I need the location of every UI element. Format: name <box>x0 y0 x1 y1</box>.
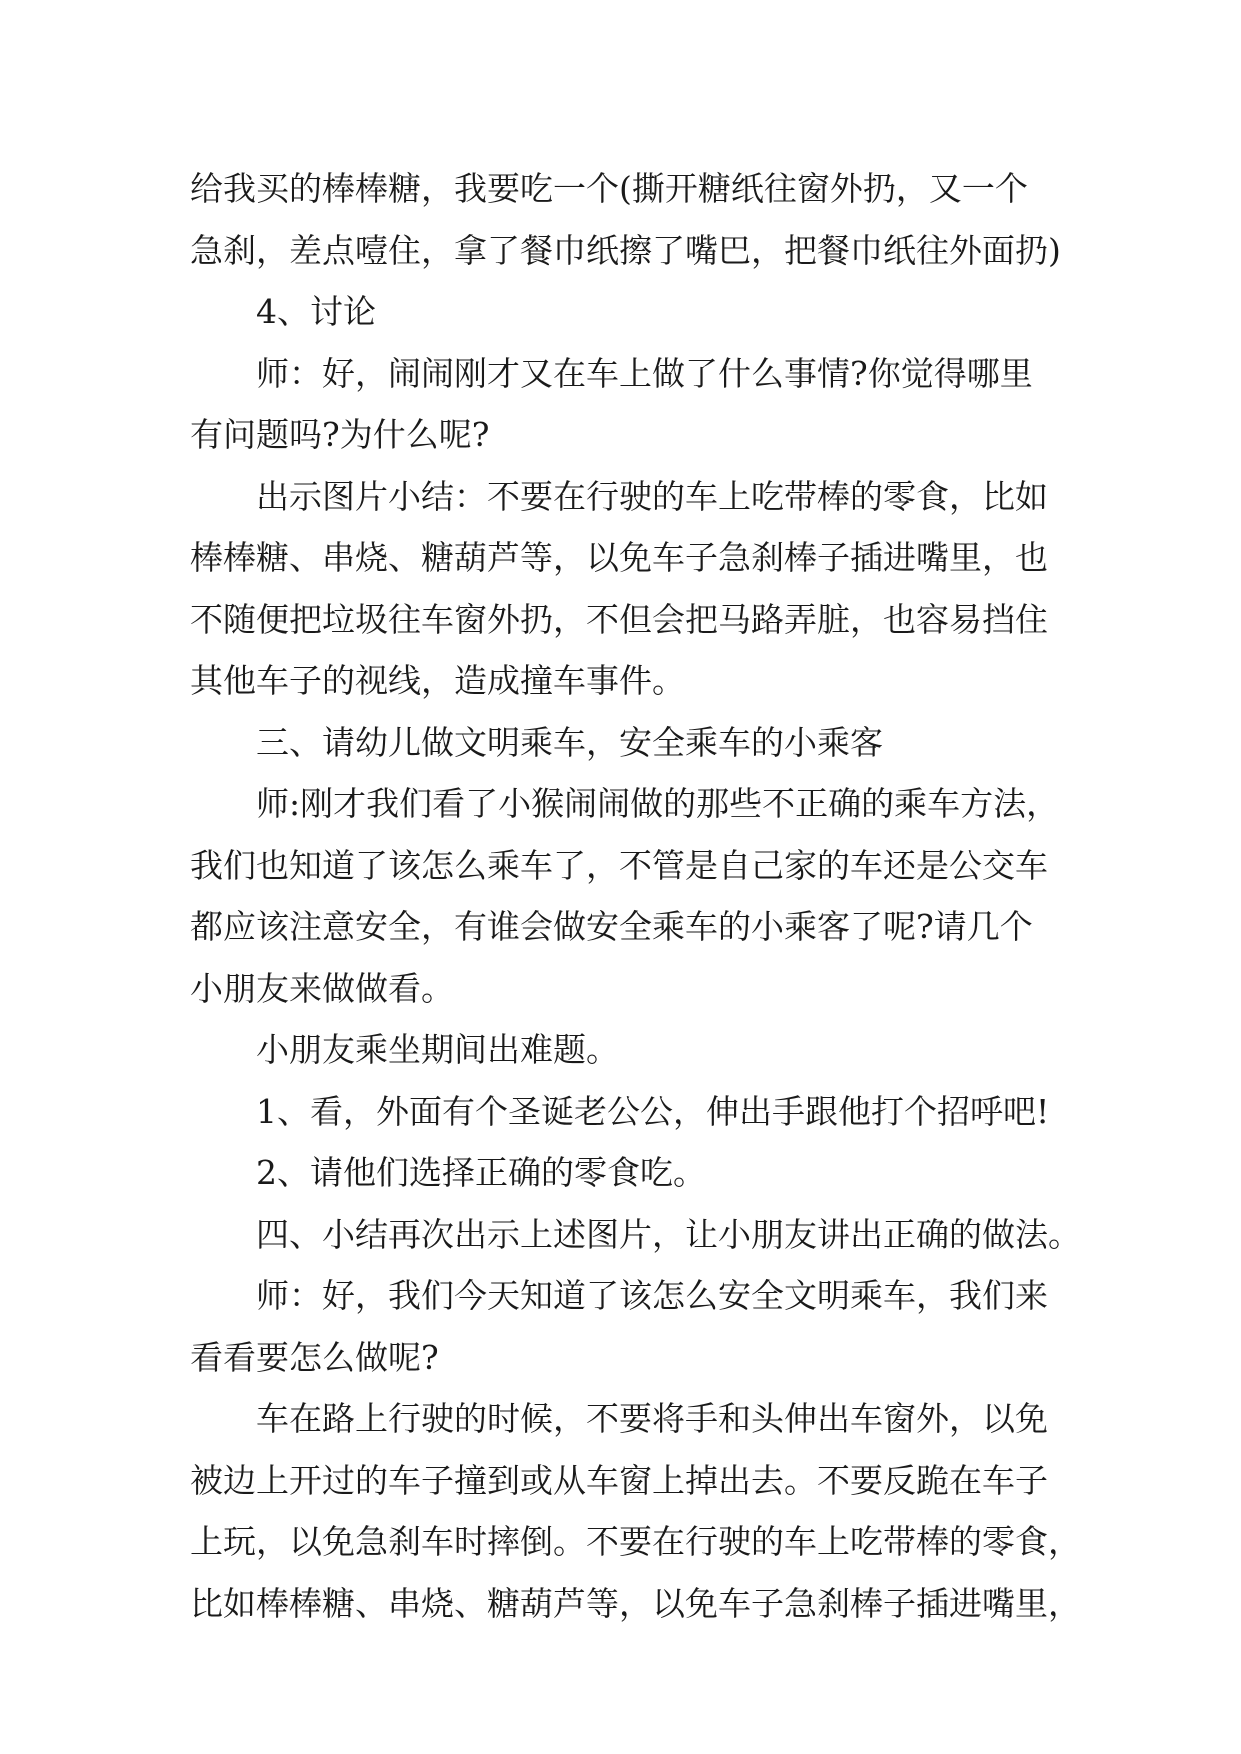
text-line: 小朋友来做做看。 <box>190 968 454 1008</box>
text-line: 车在路上行驶的时候，不要将手和头伸出车窗外，以免 <box>256 1399 1048 1438</box>
text-line: 都应该注意安全，有谁会做安全乘车的小乘客了呢?请几个 <box>190 907 1033 946</box>
text-line: 小朋友乘坐期间出难题。 <box>256 1030 619 1069</box>
list-item: 2、请他们选择正确的零食吃。 <box>256 1153 706 1192</box>
list-item: 1、看，外面有个圣诞老公公，伸出手跟他打个招呼吧! <box>256 1091 1050 1131</box>
text-line: 出示图片小结：不要在行驶的车上吃带棒的零食，比如 <box>256 476 1048 516</box>
text-line: 看看要怎么做呢? <box>190 1337 439 1377</box>
section-heading: 三、请幼儿做文明乘车，安全乘车的小乘客 <box>256 722 883 762</box>
text-line: 有问题吗?为什么呢? <box>190 415 490 454</box>
document-body <box>190 158 1081 1634</box>
text-line: 棒棒糖、串烧、糖葫芦等，以免车子急刹棒子插进嘴里，也 <box>190 538 1048 577</box>
text-line: 我们也知道了该怎么乘车了，不管是自己家的车还是公交车 <box>190 845 1048 885</box>
section-heading: 4、讨论 <box>256 292 376 331</box>
text-line: 师：好，我们今天知道了该怎么安全文明乘车，我们来 <box>256 1276 1048 1315</box>
text-line: 急刹，差点噎住，拿了餐巾纸擦了嘴巴，把餐巾纸往外面扔) <box>190 230 1061 270</box>
text-line: 师:刚才我们看了小猴闹闹做的那些不正确的乘车方法， <box>256 784 1060 823</box>
text-line: 不随便把垃圾往车窗外扔，不但会把马路弄脏，也容易挡住 <box>190 599 1048 639</box>
text-line: 上玩，以免急刹车时摔倒。不要在行驶的车上吃带棒的零食， <box>190 1522 1081 1561</box>
text-line: 其他车子的视线，造成撞车事件。 <box>190 661 685 700</box>
text-line: 师：好，闹闹刚才又在车上做了什么事情?你觉得哪里 <box>256 353 1033 393</box>
text-line: 给我买的棒棒糖，我要吃一个(撕开糖纸往窗外扔，又一个 <box>190 169 1028 208</box>
section-heading: 四、小结再次出示上述图片，让小朋友讲出正确的做法。 <box>256 1214 1081 1254</box>
text-line: 被边上开过的车子撞到或从车窗上掉出去。不要反跪在车子 <box>190 1460 1048 1500</box>
text-line: 比如棒棒糖、串烧、糖葫芦等，以免车子急刹棒子插进嘴里， <box>190 1583 1081 1623</box>
